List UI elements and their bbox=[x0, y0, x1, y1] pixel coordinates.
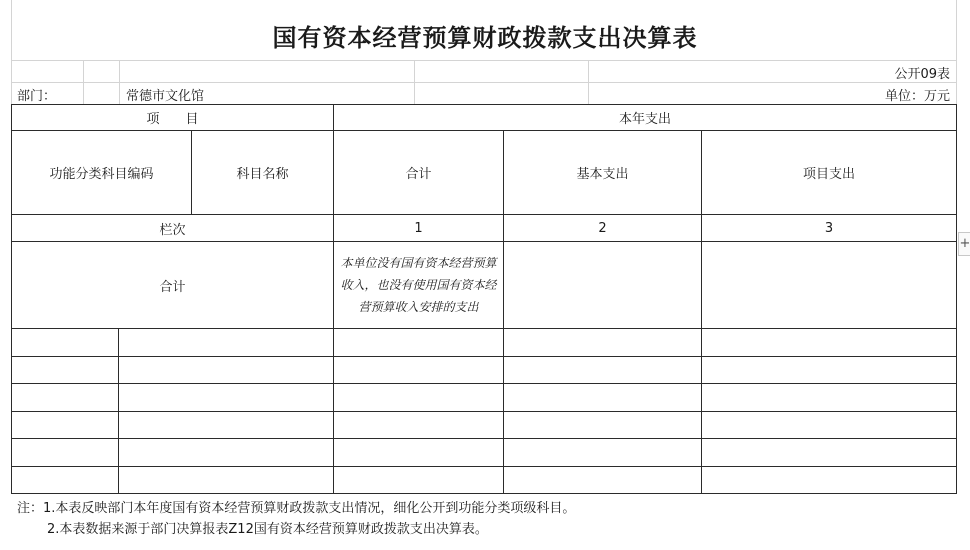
table-cell bbox=[702, 384, 957, 412]
col-func-code: 功能分类科目编码 bbox=[12, 131, 192, 215]
table-cell bbox=[119, 384, 334, 412]
col-total: 合计 bbox=[334, 131, 504, 215]
sheet-gridline bbox=[414, 60, 415, 104]
table-cell bbox=[334, 439, 504, 467]
table-cell bbox=[504, 412, 702, 439]
table-cell bbox=[119, 439, 334, 467]
table-cell bbox=[702, 329, 957, 357]
form-number: 公开09表 bbox=[894, 67, 950, 82]
table-cell bbox=[119, 329, 334, 357]
total-project-cell bbox=[702, 242, 957, 329]
table-row bbox=[12, 384, 957, 412]
table-cell bbox=[119, 357, 334, 384]
sheet-gridline bbox=[11, 60, 956, 61]
table-cell bbox=[702, 467, 957, 494]
table-cell bbox=[334, 384, 504, 412]
index-3: 3 bbox=[702, 215, 957, 242]
sheet-gridline bbox=[11, 82, 956, 83]
table-cell bbox=[504, 384, 702, 412]
table-cell bbox=[504, 357, 702, 384]
table-row bbox=[12, 357, 957, 384]
index-row bbox=[12, 215, 957, 242]
total-note: 本单位没有国有资本经营预算收入，也没有使用国有资本经营预算收入安排的支出 bbox=[334, 242, 504, 329]
sheet-gridline bbox=[119, 60, 120, 104]
col-subject-name: 科目名称 bbox=[192, 131, 334, 215]
table-cell bbox=[334, 412, 504, 439]
total-row-label: 合计 bbox=[12, 242, 334, 329]
expand-button[interactable] bbox=[958, 232, 970, 256]
index-1: 1 bbox=[334, 215, 504, 242]
total-basic-cell bbox=[504, 242, 702, 329]
table-row bbox=[12, 467, 957, 494]
sheet-gridline bbox=[588, 60, 589, 104]
unit-label: 单位：万元 bbox=[884, 89, 950, 104]
table-row bbox=[12, 412, 957, 439]
index-2: 2 bbox=[504, 215, 702, 242]
table-cell bbox=[12, 467, 119, 494]
table-row bbox=[12, 329, 957, 357]
table-row bbox=[12, 439, 957, 467]
table-cell bbox=[12, 329, 119, 357]
table-cell bbox=[334, 329, 504, 357]
table-cell bbox=[334, 467, 504, 494]
table-cell bbox=[119, 467, 334, 494]
table-cell bbox=[12, 357, 119, 384]
row-index-label: 栏次 bbox=[12, 215, 334, 242]
col-project: 项目支出 bbox=[702, 131, 957, 215]
footnote-1: 注：1.本表反映部门本年度国有资本经营预算财政拨款支出情况，细化公开到功能分类项级科目。 bbox=[17, 501, 576, 516]
table-cell bbox=[334, 357, 504, 384]
table-subheader-row bbox=[12, 131, 957, 215]
dept-name: 常德市文化馆 bbox=[126, 89, 205, 104]
table-cell bbox=[12, 412, 119, 439]
total-row bbox=[12, 242, 957, 329]
table-cell bbox=[119, 412, 334, 439]
table-cell bbox=[702, 439, 957, 467]
footnote-2: 2.本表数据来源于部门决算报表Z12国有资本经营预算财政拨款支出决算表。 bbox=[47, 522, 488, 537]
col-basic: 基本支出 bbox=[504, 131, 702, 215]
table-cell bbox=[12, 384, 119, 412]
header-item: 项 目 bbox=[12, 105, 334, 131]
table-header-row bbox=[12, 105, 957, 131]
table-cell bbox=[504, 439, 702, 467]
sheet-gridline bbox=[83, 60, 84, 104]
table-cell bbox=[504, 329, 702, 357]
dept-label: 部门： bbox=[17, 89, 57, 104]
page-title: 国有资本经营预算财政拨款支出决算表 bbox=[272, 23, 698, 52]
plus-icon: + bbox=[959, 236, 970, 251]
table-cell bbox=[12, 439, 119, 467]
table-cell bbox=[702, 412, 957, 439]
table-cell bbox=[702, 357, 957, 384]
expenditure-table bbox=[11, 104, 957, 494]
header-current-year: 本年支出 bbox=[334, 105, 957, 131]
table-cell bbox=[504, 467, 702, 494]
